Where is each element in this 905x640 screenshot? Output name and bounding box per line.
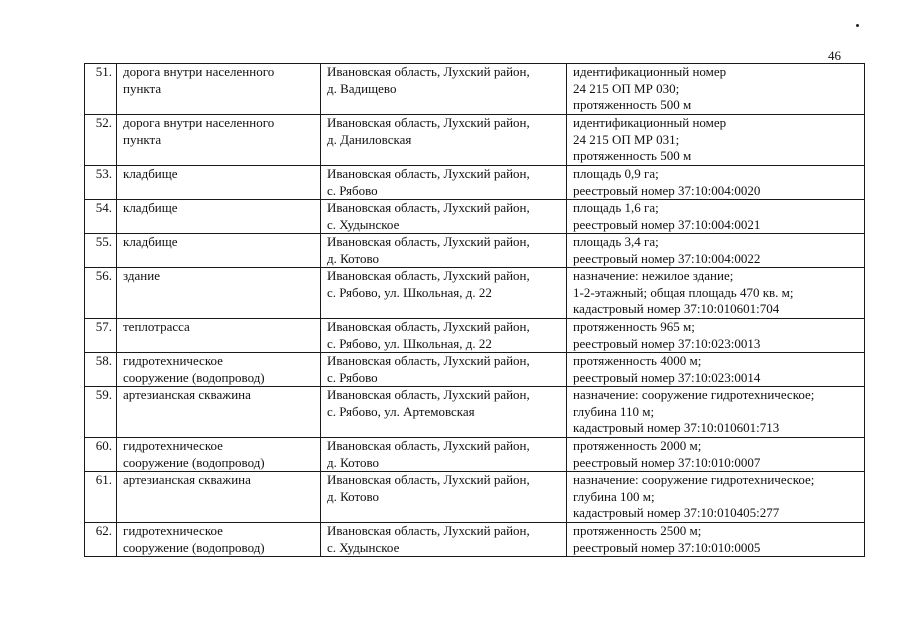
- object-name: дорога внутри населенного пункта: [117, 64, 321, 115]
- table-row: [85, 64, 865, 115]
- object-details: идентификационный номер 24 215 ОП МР 031; протяженность 500 м: [567, 115, 865, 166]
- object-address: Ивановская область, Лухский район, с. Рябово, ул. Артемовская: [321, 387, 567, 438]
- table-row: [85, 166, 865, 200]
- object-name: кладбище: [117, 200, 321, 234]
- row-number: 53.: [85, 166, 117, 200]
- object-name: дорога внутри населенного пункта: [117, 115, 321, 166]
- object-details: идентификационный номер 24 215 ОП МР 030; протяженность 500 м: [567, 64, 865, 115]
- object-address: Ивановская область, Лухский район, с. Рябово, ул. Школьная, д. 22: [321, 319, 567, 353]
- object-details: протяженность 965 м; реестровый номер 37:10:023:0013: [567, 319, 865, 353]
- table-row: [85, 438, 865, 472]
- row-number: 57.: [85, 319, 117, 353]
- object-address: Ивановская область, Лухский район, с. Рябово: [321, 166, 567, 200]
- row-number: 54.: [85, 200, 117, 234]
- object-address: Ивановская область, Лухский район, д. Вадищево: [321, 64, 567, 115]
- object-details: протяженность 4000 м; реестровый номер 37:10:023:0014: [567, 353, 865, 387]
- table-row: [85, 115, 865, 166]
- object-address: Ивановская область, Лухский район, д. Даниловская: [321, 115, 567, 166]
- table-row: [85, 268, 865, 319]
- scan-mark: [856, 24, 859, 27]
- object-details: назначение: сооружение гидротехническое; глубина 110 м; кадастровый номер 37:10:010601:713: [567, 387, 865, 438]
- table-row: [85, 472, 865, 523]
- object-details: назначение: сооружение гидротехническое; глубина 100 м; кадастровый номер 37:10:010405:277: [567, 472, 865, 523]
- row-number: 58.: [85, 353, 117, 387]
- object-details: площадь 0,9 га; реестровый номер 37:10:004:0020: [567, 166, 865, 200]
- object-name: гидротехническое сооружение (водопровод): [117, 523, 321, 557]
- object-name: артезианская скважина: [117, 387, 321, 438]
- object-address: Ивановская область, Лухский район, с. Рябово, ул. Школьная, д. 22: [321, 268, 567, 319]
- row-number: 55.: [85, 234, 117, 268]
- row-number: 60.: [85, 438, 117, 472]
- table-row: [85, 353, 865, 387]
- object-address: Ивановская область, Лухский район, с. Худынское: [321, 523, 567, 557]
- property-registry-table: [84, 63, 865, 557]
- table-row: [85, 523, 865, 557]
- row-number: 61.: [85, 472, 117, 523]
- object-address: Ивановская область, Лухский район, д. Котово: [321, 234, 567, 268]
- table-row: [85, 319, 865, 353]
- object-details: протяженность 2000 м; реестровый номер 37:10:010:0007: [567, 438, 865, 472]
- row-number: 56.: [85, 268, 117, 319]
- object-name: здание: [117, 268, 321, 319]
- object-details: назначение: нежилое здание; 1-2-этажный; общая площадь 470 кв. м; кадастровый номер 37:10:010601:704: [567, 268, 865, 319]
- object-address: Ивановская область, Лухский район, д. Котово: [321, 472, 567, 523]
- row-number: 52.: [85, 115, 117, 166]
- object-details: протяженность 2500 м; реестровый номер 37:10:010:0005: [567, 523, 865, 557]
- object-address: Ивановская область, Лухский район, д. Котово: [321, 438, 567, 472]
- table-row: [85, 200, 865, 234]
- object-details: площадь 3,4 га; реестровый номер 37:10:004:0022: [567, 234, 865, 268]
- object-address: Ивановская область, Лухский район, с. Рябово: [321, 353, 567, 387]
- object-name: кладбище: [117, 234, 321, 268]
- row-number: 59.: [85, 387, 117, 438]
- object-name: кладбище: [117, 166, 321, 200]
- object-name: теплотрасса: [117, 319, 321, 353]
- object-name: гидротехническое сооружение (водопровод): [117, 438, 321, 472]
- object-details: площадь 1,6 га; реестровый номер 37:10:004:0021: [567, 200, 865, 234]
- row-number: 51.: [85, 64, 117, 115]
- object-name: гидротехническое сооружение (водопровод): [117, 353, 321, 387]
- page-number: 46: [828, 48, 841, 63]
- object-address: Ивановская область, Лухский район, с. Худынское: [321, 200, 567, 234]
- object-name: артезианская скважина: [117, 472, 321, 523]
- row-number: 62.: [85, 523, 117, 557]
- table-row: [85, 234, 865, 268]
- table-row: [85, 387, 865, 438]
